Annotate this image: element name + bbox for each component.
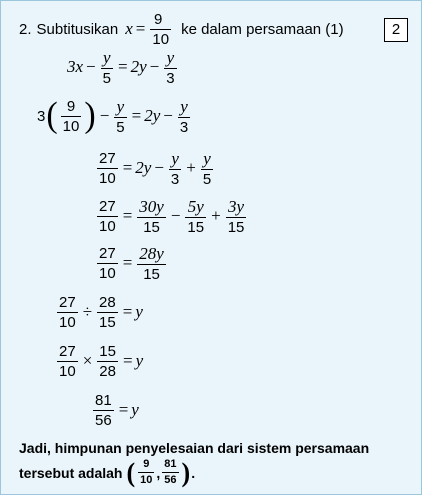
fraction-denominator: 10 [140,474,153,486]
equals-sign: = [118,400,129,419]
equals-sign: = [117,57,128,76]
fraction [169,150,181,187]
divide-sign: ÷ [82,302,93,321]
left-parenthesis: ( [46,96,58,135]
minus-sign: − [86,57,96,76]
rhs-term: y [135,351,144,370]
rhs-term: 2y [144,106,161,125]
fraction-numerator: 9 [143,458,150,470]
fraction-numerator: 27 [99,244,116,262]
period: . [191,464,196,481]
fraction-numerator: y [171,148,179,168]
minus-sign: − [154,158,164,177]
equals-sign: = [122,253,133,272]
rhs-term: y [131,400,139,419]
rhs-term: 2y [135,158,152,177]
step-instruction: Subtitusikan [36,20,119,38]
fraction-denominator: 15 [187,218,205,236]
fraction-numerator: 15 [99,342,116,360]
rhs-term: y [135,302,143,321]
minus-sign: − [163,106,173,125]
fraction-numerator: 27 [99,197,116,215]
fraction [137,198,166,235]
fraction-denominator: 5 [202,170,212,188]
rhs-term: 2y [130,57,147,76]
equals-sign: = [131,106,142,125]
equals-sign: = [122,302,133,321]
fraction-numerator: 27 [99,149,116,167]
fraction-numerator: 81 [95,391,112,409]
plus-sign: + [211,206,221,225]
fraction-denominator: 5 [116,118,125,136]
fraction [97,295,118,330]
fraction-denominator: 15 [143,265,160,283]
fraction-denominator: 10 [59,362,76,380]
fraction-denominator: 3 [166,69,175,87]
fraction-denominator: 10 [99,169,116,187]
solution-set [125,456,191,488]
fraction-numerator: 9 [66,97,76,115]
left-parenthesis: ( [126,456,136,488]
fraction [97,344,118,379]
fraction-denominator: 28 [99,362,116,380]
equation-line-6 [55,290,143,334]
fraction [97,246,118,281]
fraction [57,344,78,379]
fraction-numerator: 5y [187,196,204,216]
fraction-numerator: 27 [59,293,76,311]
fraction-numerator: y [166,47,175,67]
step-equals: = [135,19,146,38]
fraction-denominator: 3 [170,170,180,188]
conclusion-line-2 [19,456,411,488]
step-suffix: ke dalam persamaan (1) [181,20,344,38]
equals-sign: = [122,206,133,225]
fraction [201,150,213,187]
fraction-denominator: 10 [152,30,170,48]
lhs-coefficient: 3 [37,107,46,125]
conclusion-line-1: Jadi, himpunan penyelesaian dari sistem persamaan [19,440,370,456]
fraction [93,393,114,428]
equation-line-8 [91,388,139,432]
equation-line-7 [55,339,143,383]
fraction [97,151,118,186]
fraction-numerator: 9 [154,10,163,28]
step-variable: x [125,19,133,38]
fraction-denominator: 56 [95,411,112,429]
fraction-numerator: 27 [59,342,76,360]
fraction-numerator: 3y [228,196,245,216]
fraction [164,49,176,86]
fraction-denominator: 15 [143,218,160,236]
step-number: 2. [19,20,32,38]
fraction-numerator: y [203,148,211,168]
solution-y-fraction [162,459,178,486]
fraction-numerator: 30y [139,196,164,216]
fraction [226,198,247,235]
fraction [57,295,78,330]
minus-sign: − [99,106,110,125]
solution-x-fraction [138,459,154,486]
step-x-fraction [150,12,171,47]
fraction-numerator: 28 [99,293,116,311]
equation-line-2 [37,93,192,139]
fraction-denominator: 10 [99,264,116,282]
fraction [185,198,206,235]
fraction [114,98,126,135]
fraction-denominator: 56 [164,474,177,486]
equation-line-5 [95,241,168,285]
minus-sign: − [149,57,160,76]
minus-sign: − [170,206,181,225]
multiply-sign: × [82,351,93,370]
fraction-denominator: 3 [179,118,189,136]
comma: , [156,464,161,481]
equals-sign: = [122,351,133,370]
right-parenthesis: ) [84,96,96,135]
step-heading [19,9,379,49]
equals-sign: = [122,158,133,177]
fraction-denominator: 10 [99,217,116,235]
conclusion [19,437,411,486]
fraction-denominator: 10 [62,117,80,135]
score-box: 2 [384,18,408,42]
right-parenthesis: ) [181,456,191,488]
equation-line-3 [95,146,215,190]
fraction-numerator: 81 [164,458,177,470]
plus-sign: + [186,158,196,177]
conclusion-text: tersebut adalah [19,464,123,481]
fraction-denominator: 15 [227,218,245,236]
equation-line-1 [67,45,179,89]
fraction [97,199,118,234]
fraction-denominator: 10 [59,313,76,331]
fraction [178,98,190,135]
fraction-denominator: 5 [102,69,111,87]
fraction-numerator: y [180,96,188,116]
fraction-numerator: 28y [139,243,164,263]
fraction [137,245,166,282]
lhs-term: 3x [67,57,84,76]
fraction-numerator: y [116,96,125,116]
fraction-numerator: y [103,47,111,67]
equation-line-4 [95,194,248,238]
fraction [61,99,82,134]
fraction [101,49,113,86]
fraction-denominator: 15 [99,313,116,331]
